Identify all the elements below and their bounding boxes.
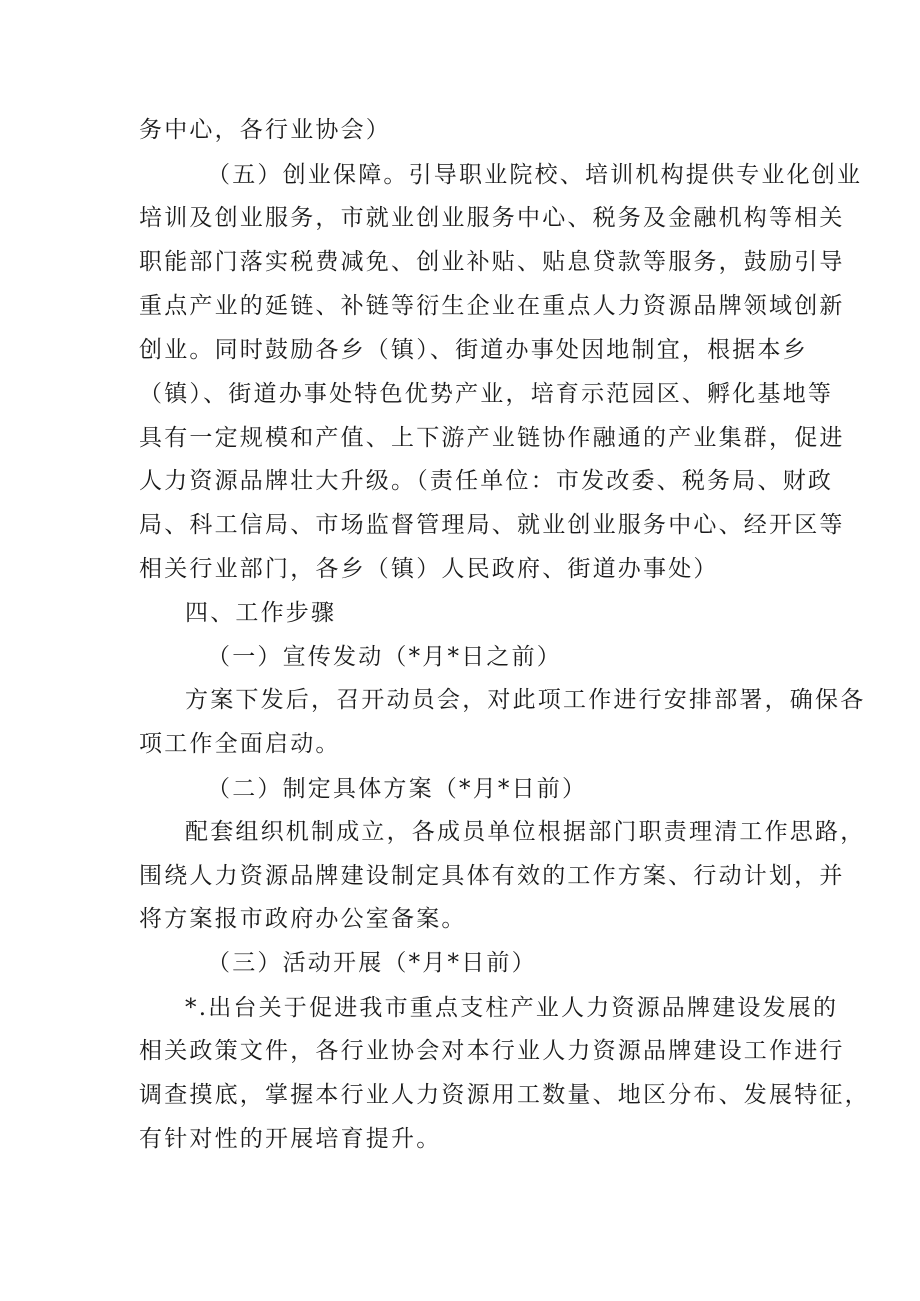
body-text-line: 人力资源品牌壮大升级。（责任单位：市发改委、税务局、财政 <box>139 468 834 494</box>
body-text-line: 局、科工信局、市场监督管理局、就业创业服务中心、经开区等 <box>139 512 845 538</box>
body-text-line: 有针对性的开展培育提升。 <box>139 1126 442 1152</box>
body-text-line: （镇）、街道办事处特色优势产业，培育示范园区、孵化基地等 <box>139 381 834 407</box>
body-text-line: 重点产业的延链、补链等衍生企业在重点人力资源品牌领域创新 <box>139 293 845 319</box>
section-heading-entrepreneurship: （五）创业保障。引导职业院校、培训机构提供专业化创业 <box>207 162 863 188</box>
body-text-line: 务中心，各行业协会） <box>139 117 391 143</box>
subheading-publicity: （一）宣传发动（*月*日之前） <box>207 644 562 670</box>
section-heading-work-steps: 四、工作步骤 <box>185 600 337 626</box>
body-text-line: 配套组织机制成立，各成员单位根据部门职责理清工作思路， <box>185 819 866 845</box>
body-text-line: 围绕人力资源品牌建设制定具体有效的工作方案、行动计划，并 <box>139 863 845 889</box>
body-text-line: 创业。同时鼓励各乡（镇）、街道办事处因地制宜，根据本乡 <box>139 337 808 363</box>
body-text-line: 相关行业部门，各乡（镇）人民政府、街道办事处） <box>139 556 719 582</box>
body-text-line: 方案下发后，召开动员会，对此项工作进行安排部署，确保各 <box>185 687 866 713</box>
body-text-line: 相关政策文件，各行业协会对本行业人力资源品牌建设工作进行 <box>139 1038 845 1064</box>
body-text-line: 将方案报市政府办公室备案。 <box>139 906 467 932</box>
body-text-line: 项工作全面启动。 <box>139 731 341 757</box>
subheading-activities: （三）活动开展（*月*日前） <box>207 950 537 976</box>
subheading-plan: （二）制定具体方案（*月*日前） <box>207 776 588 802</box>
body-text-line: 职能部门落实税费减免、创业补贴、贴息贷款等服务，鼓励引导 <box>139 249 845 275</box>
body-text-line: 具有一定规模和产值、上下游产业链协作融通的产业集群，促进 <box>139 425 845 451</box>
body-text-line: 调查摸底，掌握本行业人力资源用工数量、地区分布、发展特征， <box>139 1082 870 1108</box>
body-text-line: 培训及创业服务，市就业创业服务中心、税务及金融机构等相关 <box>139 205 845 231</box>
body-text-line: *.出台关于促进我市重点支柱产业人力资源品牌建设发展的 <box>185 995 839 1021</box>
